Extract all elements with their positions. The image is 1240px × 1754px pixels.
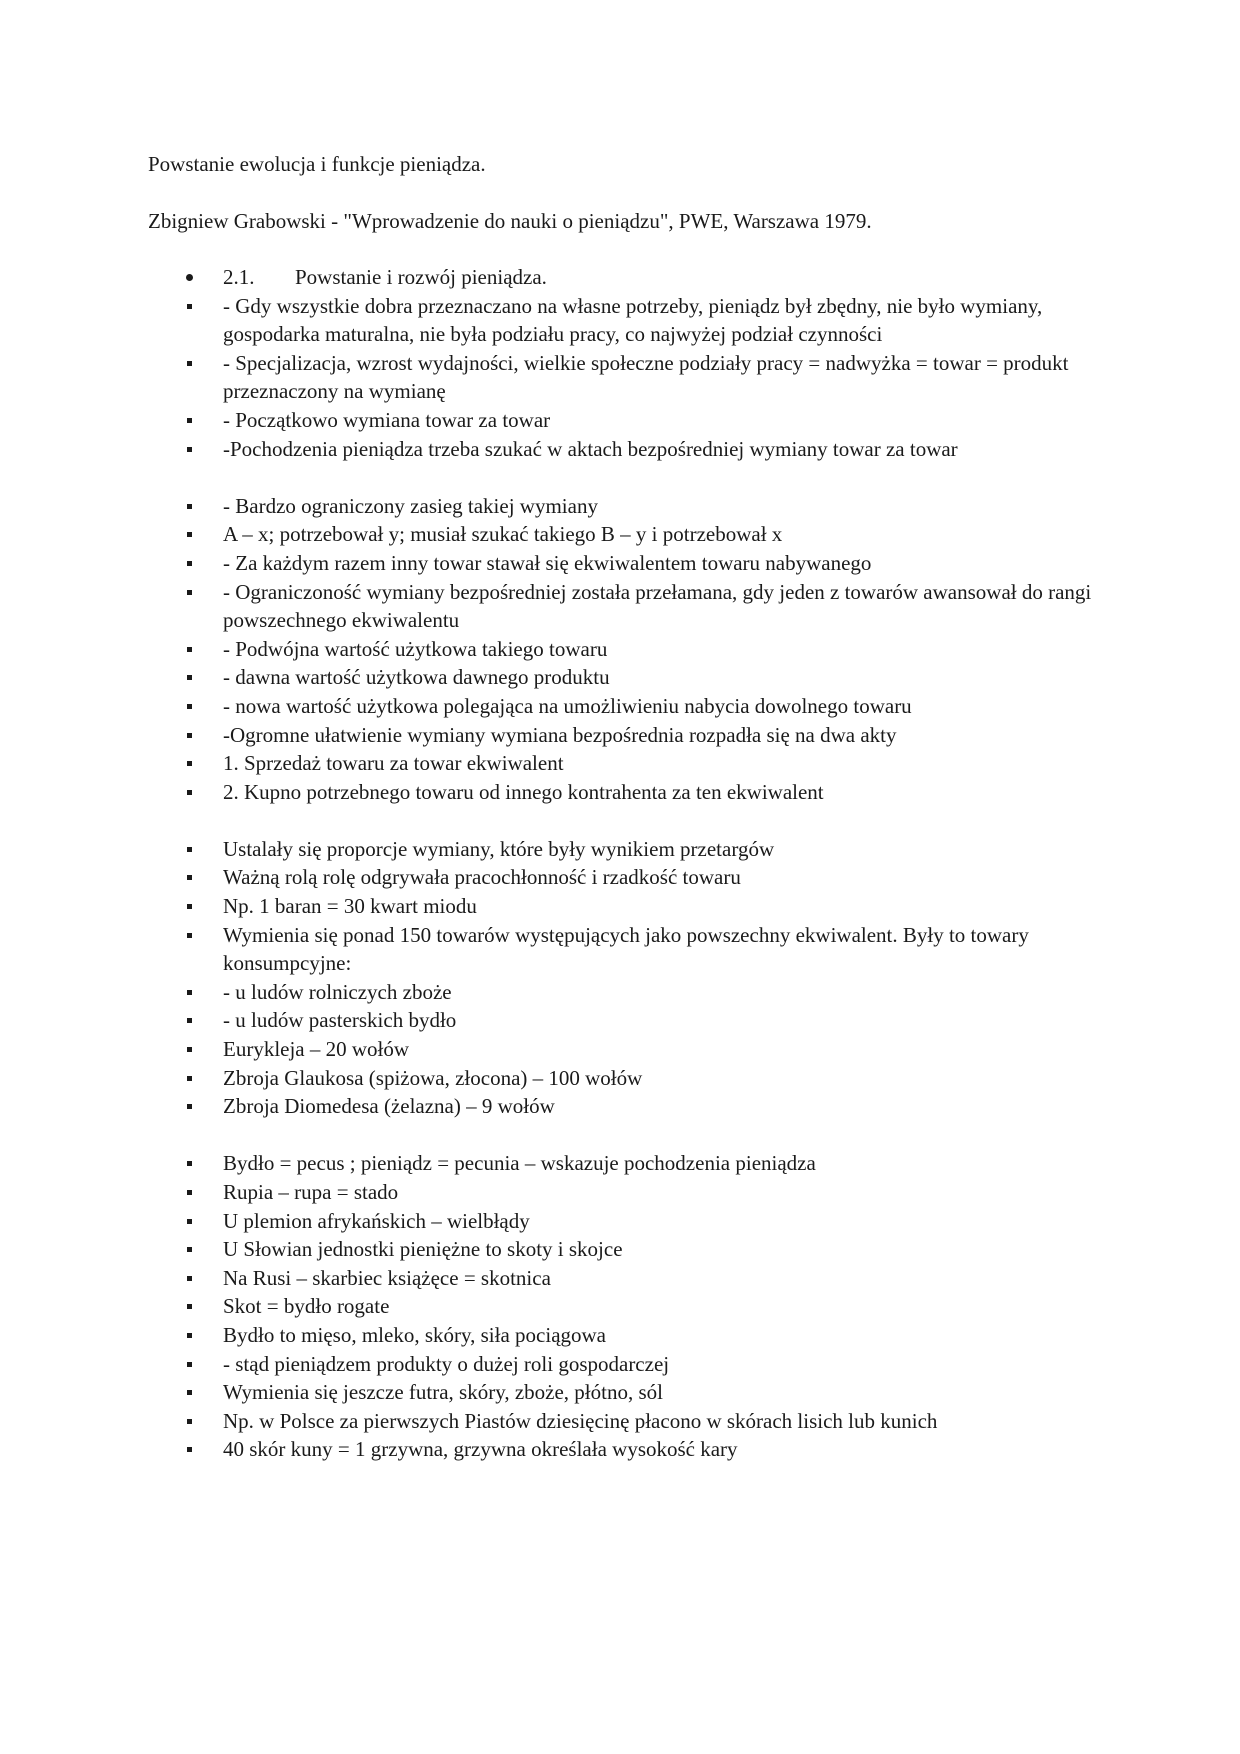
list-item bbox=[0, 1292, 1103, 1321]
list-item-number: 2.1. bbox=[223, 265, 255, 289]
list-item-text: - Gdy wszystkie dobra przeznaczano na własne potrzeby, pieniądz był zbędny, nie było wymiany, gospodarka maturalna, nie była podziału pracy, co najwyżej podział czynności bbox=[223, 293, 1043, 347]
list-item bbox=[0, 1092, 1103, 1121]
list-item bbox=[0, 749, 1103, 778]
list-item-text: Wymienia się ponad 150 towarów występujących jako powszechny ekwiwalent. Były to towary konsumpcyjne: bbox=[223, 922, 1029, 976]
list-item bbox=[0, 1035, 1103, 1064]
list-item bbox=[0, 921, 1103, 978]
list-item bbox=[0, 1178, 1103, 1207]
list-item bbox=[0, 635, 1103, 664]
list-item-text: 40 skór kuny = 1 grzywna, grzywna określała wysokość kary bbox=[223, 1437, 738, 1462]
bullet-icon bbox=[186, 274, 193, 281]
bullet-icon bbox=[187, 418, 192, 423]
bullet-icon bbox=[187, 1276, 192, 1281]
list-item bbox=[0, 978, 1103, 1007]
list-item bbox=[0, 1064, 1103, 1093]
bullet-icon bbox=[187, 1047, 192, 1052]
list-item-text: Bydło = pecus ; pieniądz = pecunia – wskazuje pochodzenia pieniądza bbox=[223, 1151, 816, 1176]
list-item-text: 2. Kupno potrzebnego towaru od innego kontrahenta za ten ekwiwalent bbox=[223, 779, 824, 804]
bullet-icon bbox=[187, 704, 192, 709]
bullet-icon bbox=[187, 1104, 192, 1109]
list-item bbox=[0, 1407, 1103, 1436]
list-item-text: - Początkowo wymiana towar za towar bbox=[223, 407, 551, 432]
list-item-text: - Podwójna wartość użytkowa takiego towaru bbox=[223, 636, 608, 661]
list-item-text: -Pochodzenia pieniądza trzeba szukać w aktach bezpośredniej wymiany towar za towar bbox=[223, 436, 958, 461]
list-item bbox=[0, 1378, 1103, 1407]
list-item bbox=[0, 892, 1103, 921]
bullet-icon bbox=[187, 304, 192, 309]
list-item-text: - u ludów pasterskich bydło bbox=[223, 1008, 457, 1033]
list-item-text: - stąd pieniądzem produkty o dużej roli gospodarczej bbox=[223, 1351, 670, 1376]
list-item-text: U Słowian jednostki pieniężne to skoty i skojce bbox=[223, 1237, 623, 1262]
list-item bbox=[0, 492, 1103, 521]
bullet-icon bbox=[187, 1447, 192, 1452]
list-item bbox=[0, 578, 1103, 635]
bullet-icon bbox=[187, 532, 192, 537]
list-item bbox=[0, 1435, 1103, 1464]
list-item-text: Np. w Polsce za pierwszych Piastów dziesięcinę płacono w skórach lisich lub kunich bbox=[223, 1408, 938, 1433]
list-item-text: - nowa wartość użytkowa polegająca na umożliwieniu nabycia dowolnego towaru bbox=[223, 693, 912, 718]
bullet-list bbox=[0, 263, 1240, 1464]
list-item-text: Rupia – rupa = stado bbox=[223, 1180, 399, 1204]
list-item-text: Zbroja Diomedesa (żelazna) – 9 wołów bbox=[223, 1094, 555, 1119]
bullet-icon bbox=[187, 1419, 192, 1424]
bullet-icon bbox=[187, 790, 192, 795]
list-item-text: Ważną rolą rolę odgrywała pracochłonność i rzadkość towaru bbox=[223, 865, 741, 890]
bullet-icon bbox=[187, 904, 192, 909]
list-item bbox=[0, 263, 1103, 292]
list-item-text: - Za każdym razem inny towar stawał się ekwiwalentem towaru nabywanego bbox=[223, 550, 872, 575]
list-item bbox=[0, 1006, 1103, 1035]
list-item bbox=[0, 721, 1103, 750]
list-item-text: Np. 1 baran = 30 kwart miodu bbox=[223, 894, 477, 919]
list-item-text: - Bardzo ograniczony zasieg takiej wymiany bbox=[223, 493, 598, 518]
bullet-icon bbox=[187, 447, 192, 452]
bullet-icon bbox=[187, 990, 192, 995]
list-item bbox=[0, 663, 1103, 692]
list-item bbox=[0, 1321, 1103, 1350]
bullet-icon bbox=[187, 933, 192, 938]
bullet-icon bbox=[187, 504, 192, 509]
list-item bbox=[0, 1350, 1103, 1379]
list-item-text: Na Rusi – skarbiec książęce = skotnica bbox=[223, 1265, 551, 1290]
bullet-icon bbox=[187, 733, 192, 738]
list-item bbox=[0, 692, 1103, 721]
bullet-icon bbox=[187, 1190, 192, 1195]
bullet-icon bbox=[187, 847, 192, 852]
bullet-icon bbox=[187, 590, 192, 595]
bullet-icon bbox=[187, 761, 192, 766]
list-item bbox=[0, 863, 1103, 892]
bullet-icon bbox=[187, 1161, 192, 1166]
list-item bbox=[0, 292, 1103, 349]
list-item-text: Wymienia się jeszcze futra, skóry, zboże, płótno, sól bbox=[223, 1380, 663, 1405]
list-item-text: - dawna wartość użytkowa dawnego produktu bbox=[223, 665, 610, 690]
list-item-text: Bydło to mięso, mleko, skóry, siła pociągowa bbox=[223, 1322, 607, 1347]
list-item-text: - u ludów rolniczych zboże bbox=[223, 979, 452, 1004]
list-item bbox=[0, 549, 1103, 578]
bullet-icon bbox=[187, 1076, 192, 1081]
bullet-icon bbox=[187, 675, 192, 680]
list-item-text: A – x; potrzebował y; musiał szukać takiego B – y i potrzebował x bbox=[223, 522, 783, 547]
list-item-text: Powstanie i rozwój pieniądza. bbox=[295, 265, 547, 289]
bullet-icon bbox=[187, 561, 192, 566]
bullet-icon bbox=[187, 361, 192, 366]
list-item bbox=[0, 778, 1103, 807]
bullet-icon bbox=[187, 1304, 192, 1309]
bullet-icon bbox=[187, 875, 192, 880]
list-item bbox=[0, 1149, 1103, 1178]
bullet-icon bbox=[187, 1247, 192, 1252]
list-item-text: U plemion afrykańskich – wielbłądy bbox=[223, 1208, 530, 1233]
bullet-icon bbox=[187, 647, 192, 652]
list-item bbox=[0, 349, 1103, 406]
list-item-text: Eurykleja – 20 wołów bbox=[223, 1037, 410, 1062]
list-item-text: Ustalały się proporcje wymiany, które były wynikiem przetargów bbox=[223, 836, 775, 861]
list-item bbox=[0, 406, 1103, 435]
list-item-text: Zbroja Glaukosa (spiżowa, złocona) – 100 wołów bbox=[223, 1065, 643, 1090]
list-item bbox=[0, 1235, 1103, 1264]
document-title: Powstanie ewolucja i funkcje pieniądza. bbox=[148, 152, 486, 176]
list-item-text: 1. Sprzedaż towaru za towar ekwiwalent bbox=[223, 751, 564, 776]
list-item-text: - Specjalizacja, wzrost wydajności, wielkie społeczne podziały pracy = nadwyżka = towar = produkt przeznaczony na wymianę bbox=[223, 350, 1069, 404]
bullet-icon bbox=[187, 1333, 192, 1338]
bullet-icon bbox=[187, 1390, 192, 1395]
list-item-text: - Ograniczoność wymiany bezpośredniej została przełamana, gdy jeden z towarów awansował do rangi powszechnego ekwiwalentu bbox=[223, 579, 1092, 633]
list-item bbox=[0, 1207, 1103, 1236]
bullet-icon bbox=[187, 1018, 192, 1023]
document-citation: Zbigniew Grabowski - "Wprowadzenie do nauki o pieniądzu", PWE, Warszawa 1979. bbox=[148, 209, 872, 233]
bullet-icon bbox=[187, 1219, 192, 1224]
list-item bbox=[0, 835, 1103, 864]
list-item bbox=[0, 520, 1103, 549]
list-item-text: -Ogromne ułatwienie wymiany wymiana bezpośrednia rozpadła się na dwa akty bbox=[223, 722, 897, 747]
list-item bbox=[0, 1264, 1103, 1293]
bullet-icon bbox=[187, 1362, 192, 1367]
list-item-text: Skot = bydło rogate bbox=[223, 1294, 390, 1319]
list-item bbox=[0, 435, 1103, 464]
